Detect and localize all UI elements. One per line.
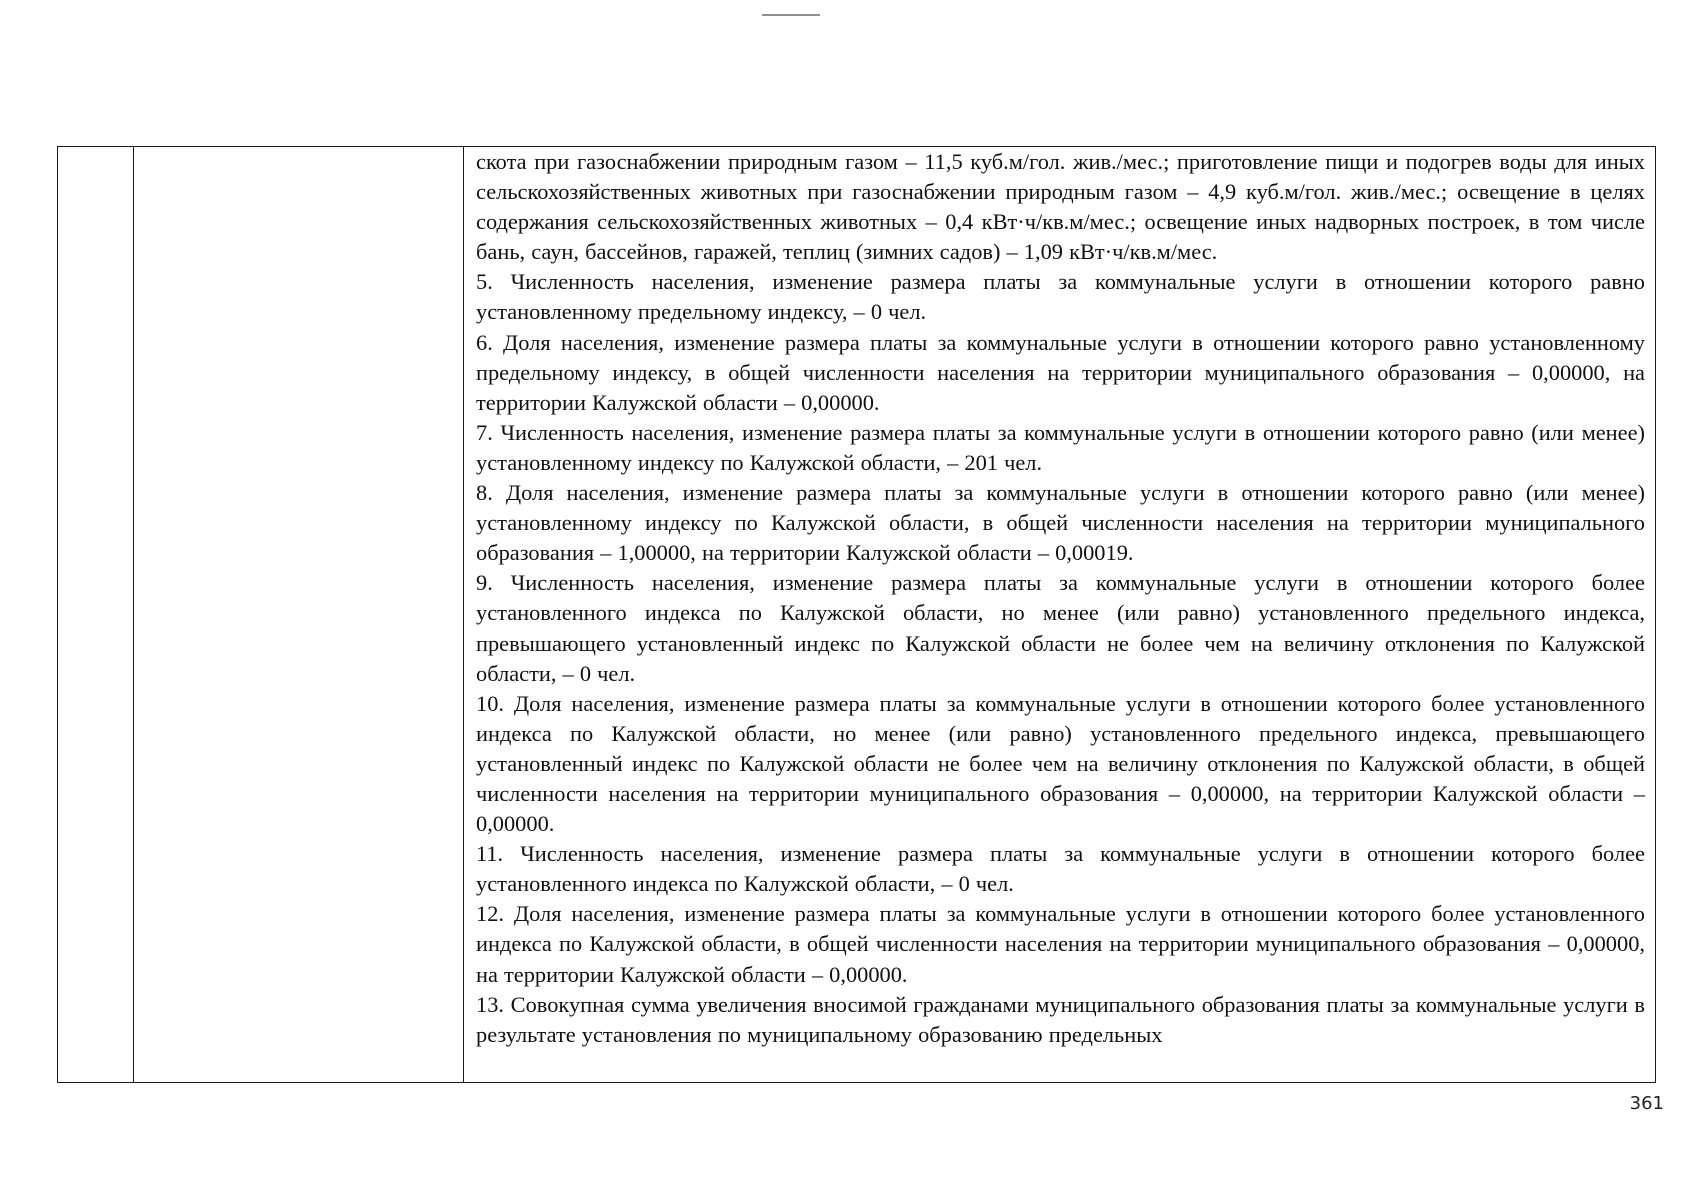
paragraph-item-9: 9. Численность населения, изменение размера платы за коммунальные услуги в отношении которого более установленного индекса по Калужской области, но менее (или равно) установленного предельного индекса, превышающего установленный индекс по Калужской области не более чем на величину отклонения по Калужской области, – 0 чел. bbox=[476, 570, 1645, 686]
scan-artifact-line bbox=[762, 14, 820, 16]
paragraph-item-7: 7. Численность населения, изменение размера платы за коммунальные услуги в отношении которого равно (или менее) установленному индексу по Калужской области, – 201 чел. bbox=[476, 419, 1645, 475]
table-cell-indicator bbox=[134, 147, 464, 1082]
document-table bbox=[57, 146, 1656, 1083]
paragraph-item-13: 13. Совокупная сумма увеличения вносимой гражданами муниципального образования платы за коммунальные услуги в результате установления по муниципальному образованию предельных bbox=[476, 991, 1645, 1047]
paragraph-item-5: 5. Численность населения, изменение размера платы за коммунальные услуги в отношении которого равно установленному предельному индексу, – 0 чел. bbox=[476, 269, 1645, 325]
paragraph-item-8: 8. Доля населения, изменение размера платы за коммунальные услуги в отношении которого равно (или менее) установленному индексу по Калужской области, в общей численности населения на территории муниципального образования – 1,00000, на территории Калужской области – 0,00019. bbox=[476, 480, 1645, 566]
table-cell-number bbox=[58, 147, 134, 1082]
paragraph-item-12: 12. Доля населения, изменение размера платы за коммунальные услуги в отношении которого более установленного индекса по Калужской области, в общей численности населения на территории муниципального образования – 0,00000, на территории Калужской области – 0,00000. bbox=[476, 901, 1645, 987]
page-number: 361 bbox=[1629, 1093, 1664, 1114]
table-cell-content bbox=[464, 147, 1655, 1082]
paragraph-item-6: 6. Доля населения, изменение размера платы за коммунальные услуги в отношении которого равно установленному предельному индексу, в общей численности населения на территории муниципального образования – 0,00000, на территории Калужской области – 0,00000. bbox=[476, 329, 1645, 415]
paragraph-continuation: скота при газоснабжении природным газом – 11,5 куб.м/гол. жив./мес.; приготовление пищи и подогрев воды для иных сельскохозяйственных животных при газоснабжении природным газом – 4,9 куб.м/гол. жив./мес.; освещение в целях содержания сельскохозяйственных животных – 0,4 кВт·ч/кв.м/мес.; освещение иных надворных построек, в том числе бань, саун, бассейнов, гаражей, теплиц (зимних садов) – 1,09 кВт·ч/кв.м/мес. bbox=[476, 149, 1645, 265]
paragraph-item-11: 11. Численность населения, изменение размера платы за коммунальные услуги в отношении которого более установленного индекса по Калужской области, – 0 чел. bbox=[476, 841, 1645, 897]
paragraph-item-10: 10. Доля населения, изменение размера платы за коммунальные услуги в отношении которого более установленного индекса по Калужской области, но менее (или равно) установленного предельного индекса, превышающего установленный индекс по Калужской области не более чем на величину отклонения по Калужской области, в общей численности населения на территории муниципального образования – 0,00000, на территории Калужской области – 0,00000. bbox=[476, 690, 1645, 837]
